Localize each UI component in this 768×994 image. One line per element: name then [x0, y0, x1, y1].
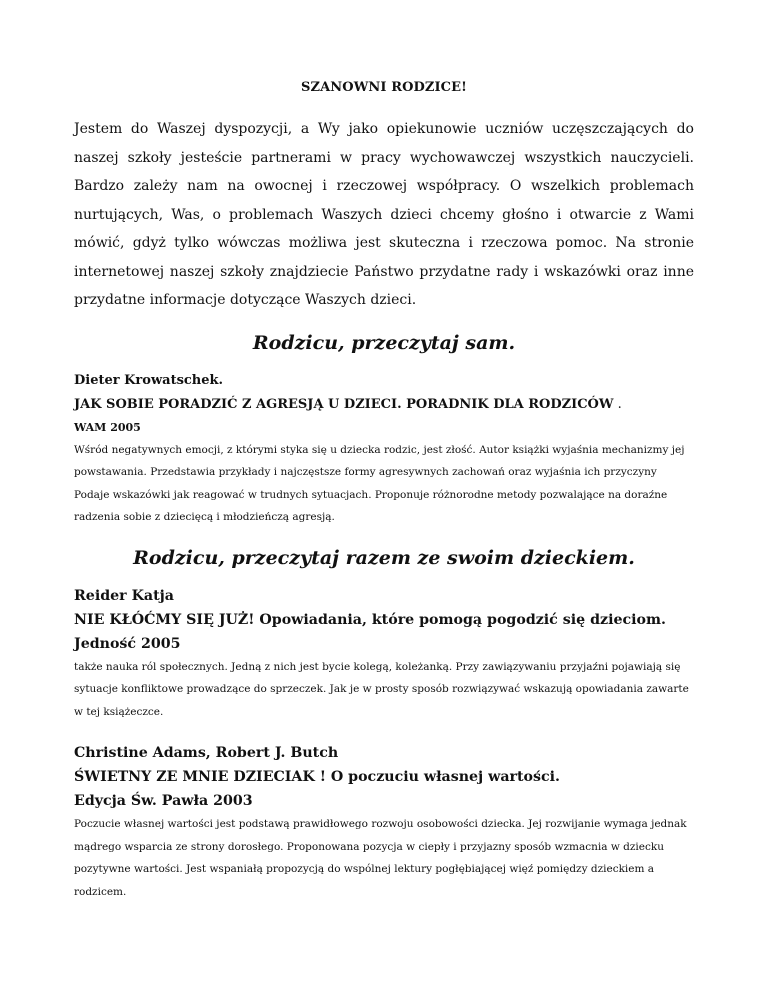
book-description: także nauka ról społecznych. Jedną z nich jest bycie kolegą, koleżanką. Przy zawiązywaniu przyjaźni pojawiają się sytuacje konfliktowe prowadzące do sprzeczek. Jak je w prosty sposób rozwiązywać wskazują opowiadania zawarte w tej książeczce. [74, 660, 689, 718]
section-title-read-yourself: Rodzicu, przeczytaj sam. [252, 331, 516, 354]
book-entry [74, 584, 694, 724]
book-author: Dieter Krowatschek. [74, 372, 224, 388]
book-publisher: WAM 2005 [74, 420, 141, 434]
book-title-text: JAK SOBIE PORADZIĆ Z AGRESJĄ U DZIECI. PORADNIK DLA RODZICÓW [74, 396, 614, 412]
book-title [74, 393, 694, 417]
book-author: Reider Katja [74, 587, 174, 604]
book-title: NIE KŁÓĆMY SIĘ JUŻ! Opowiadania, które pomogą pogodzić się dzieciom. [74, 611, 666, 628]
intro-paragraph: Jestem do Waszej dyspozycji, a Wy jako opiekunowie uczniów uczęszczających do naszej szkoły jesteście partnerami w pracy wychowawczej wszystkich nauczycieli. Bardzo zależy nam na owocnej i rzeczowej współpracy. O wszelkich problemach nurtujących, Was, o problemach Waszych dzieci chcemy głośno i otwarcie z Wami mówić, gdyż tylko wówczas możliwa jest skuteczna i rzeczowa pomoc. Na stronie internetowej naszej szkoły znajdziecie Państwo przydatne rady i wskazówki oraz inne przydatne informacje dotyczące Waszych dzieci. [74, 121, 694, 308]
book-publisher: Edycja Św. Pawła 2003 [74, 793, 253, 809]
document-page [74, 80, 694, 921]
book-description: Wśród negatywnych emocji, z którymi styka się u dziecka rodzic, jest złość. Autor książki wyjaśnia mechanizmy jej powstawania. Przedstawia przykłady i najczęstsze formy agresywnych zachowań oraz wyjaśnia ich przyczyny Podaje wskazówki jak reagować w trudnych sytuacjach. Proponuje różnorodne metody pozwalające na doraźne radzenia sobie z dziecięcą i młodzieńczą agresją. [74, 443, 685, 523]
book-author: Christine Adams, Robert J. Butch [74, 745, 339, 761]
book-entry [74, 741, 694, 903]
book-entry [74, 369, 694, 529]
book-publisher: Jedność 2005 [74, 635, 181, 652]
section-title-read-with-child: Rodzicu, przeczytaj razem ze swoim dzieckiem. [133, 546, 635, 569]
book-title-trail: . [613, 396, 622, 412]
book-description: Poczucie własnej wartości jest podstawą prawidłowego rozwoju osobowości dziecka. Jej rozwijanie wymaga jednak mądrego wsparcia ze strony dorosłego. Proponowana pozycja w ciepły i przyjazny sposób wzmacnia w dziecku pozytywne wartości. Jest wspaniałą propozycją do wspólnej lektury pogłębiającej więź pomiędzy dzieckiem a rodzicem. [74, 818, 687, 898]
salutation-heading: SZANOWNI RODZICE! [301, 80, 467, 95]
book-title: ŚWIETNY ZE MNIE DZIECIAK ! O poczuciu własnej wartości. [74, 769, 560, 785]
